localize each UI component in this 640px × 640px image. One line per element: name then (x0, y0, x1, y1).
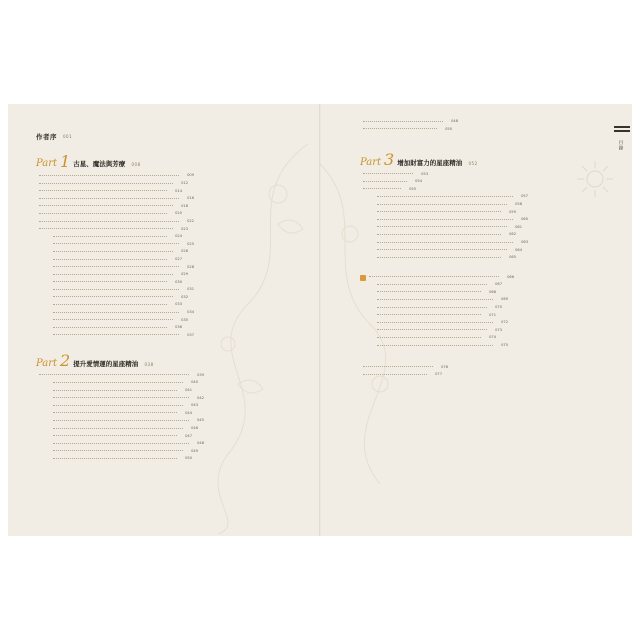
toc-entry[interactable] (36, 180, 266, 188)
side-tab-label: 目錄 (618, 140, 623, 151)
toc-entry-page: 073 (495, 327, 502, 332)
foreword-page: 001 (63, 134, 73, 139)
toc-entry-page: 009 (187, 173, 194, 178)
toc-entry-page: 027 (175, 256, 182, 261)
leader-dots (377, 291, 481, 292)
leader-dots (53, 243, 179, 244)
toc-entry-title (360, 275, 366, 281)
leader-dots (53, 304, 167, 305)
leader-dots (53, 390, 177, 391)
toc-entry[interactable] (360, 289, 560, 297)
leader-dots (377, 322, 493, 323)
part-3-end-entries (360, 364, 560, 379)
part-2-number: 2 (60, 351, 71, 371)
toc-entry-page: 069 (501, 297, 508, 302)
toc-entry[interactable] (36, 379, 266, 387)
toc-entry[interactable] (36, 417, 266, 425)
leader-dots (53, 450, 183, 451)
toc-entry[interactable] (36, 172, 266, 180)
toc-entry-page: 033 (175, 302, 182, 307)
toc-entry[interactable] (36, 256, 266, 264)
leader-dots (53, 327, 167, 328)
leader-dots (377, 314, 481, 315)
toc-entry[interactable] (36, 264, 266, 272)
leader-dots (363, 188, 401, 189)
toc-entry-page: 036 (175, 325, 182, 330)
toc-entry-page: 037 (187, 332, 194, 337)
toc-entry-page: 064 (515, 247, 522, 252)
toc-entry-page: 024 (175, 234, 182, 239)
leader-dots (39, 228, 173, 229)
toc-entry[interactable] (36, 395, 266, 403)
part-2-page: 038 (144, 361, 154, 367)
part-3-entries (360, 193, 560, 261)
leader-dots (53, 236, 167, 237)
leader-dots (39, 221, 179, 222)
leader-dots (377, 284, 487, 285)
toc-entry[interactable] (36, 294, 266, 302)
part-2-heading[interactable] (36, 351, 266, 371)
toc-entry[interactable] (360, 239, 560, 247)
leader-dots (53, 259, 167, 260)
toc-entry[interactable] (36, 210, 266, 218)
part-1-title: 古星、魔法與芳療 (73, 160, 126, 169)
toc-entry-page: 067 (495, 282, 502, 287)
leader-dots (377, 337, 481, 338)
right-toc-column (360, 118, 560, 379)
toc-entry[interactable] (360, 371, 560, 379)
toc-entry-page: 057 (521, 194, 528, 199)
toc-entry-page: 070 (495, 305, 502, 310)
toc-entry-page: 061 (515, 224, 522, 229)
leader-dots (363, 181, 407, 182)
part-2-title: 提升愛情運的星座精油 (73, 359, 139, 368)
toc-entry[interactable] (36, 324, 266, 332)
toc-entry-page: 042 (197, 395, 204, 400)
toc-entry[interactable] (360, 327, 560, 335)
toc-entry[interactable] (36, 203, 266, 211)
toc-entry[interactable] (360, 342, 560, 350)
toc-entry[interactable] (36, 455, 266, 463)
toc-entry-page: 050 (445, 126, 452, 131)
part-1-number: 1 (60, 152, 71, 171)
toc-entry[interactable] (360, 312, 560, 320)
leader-dots (39, 198, 179, 199)
toc-entry[interactable] (360, 304, 560, 312)
leader-dots (377, 226, 507, 227)
sun-ornament (575, 159, 615, 199)
toc-entry[interactable] (36, 271, 266, 279)
toc-entry[interactable] (36, 195, 266, 203)
toc-entry-page: 066 (507, 274, 514, 279)
toc-entry[interactable] (360, 364, 560, 372)
right-page (320, 104, 632, 536)
leader-dots (53, 435, 177, 436)
toc-entry-page: 020 (175, 211, 182, 216)
toc-entry-page: 029 (181, 272, 188, 277)
toc-entry[interactable] (360, 224, 560, 232)
leader-dots (369, 276, 499, 277)
toc-entry-page: 040 (191, 380, 198, 385)
toc-entry-page: 034 (187, 310, 194, 315)
toc-entry-page: 044 (185, 410, 192, 415)
left-page (8, 104, 320, 536)
toc-entry[interactable] (360, 186, 560, 194)
toc-entry[interactable] (36, 317, 266, 325)
toc-entry[interactable] (360, 254, 560, 262)
toc-entry-page: 050 (185, 456, 192, 461)
toc-entry[interactable] (360, 334, 560, 342)
leader-dots (53, 274, 173, 275)
toc-entry-page: 025 (187, 241, 194, 246)
toc-entry[interactable] (36, 387, 266, 395)
leader-dots (377, 249, 507, 250)
leader-dots (377, 299, 493, 300)
toc-entry[interactable] (360, 319, 560, 327)
leader-dots (377, 204, 507, 205)
leader-dots (377, 307, 487, 308)
leader-dots (377, 257, 501, 258)
foreword-entry[interactable] (36, 132, 266, 141)
toc-entry[interactable] (36, 301, 266, 309)
toc-entry-page: 048 (451, 119, 458, 123)
part-2-continued-entries (360, 118, 560, 133)
toc-entry-page: 068 (489, 289, 496, 294)
leader-dots (53, 296, 173, 297)
toc-entry[interactable] (360, 126, 560, 134)
part-3-heading[interactable] (360, 150, 560, 170)
leader-dots (53, 397, 189, 398)
leader-dots (377, 242, 513, 243)
part-3-top-entries (360, 171, 560, 194)
toc-entry-page: 018 (181, 203, 188, 208)
toc-entry[interactable] (360, 247, 560, 255)
left-toc-column (36, 132, 266, 463)
toc-entry[interactable] (36, 248, 266, 256)
leader-dots (377, 196, 513, 197)
part-3-title: 增加財富力的星座精油 (397, 158, 463, 167)
toc-entry-page: 058 (515, 201, 522, 206)
toc-entry-page: 065 (509, 255, 516, 260)
toc-entry[interactable] (360, 118, 560, 126)
toc-entry-page: 026 (181, 249, 188, 254)
part-3-mid-entries (360, 274, 560, 350)
toc-entry[interactable] (360, 193, 560, 201)
toc-entry-page: 023 (181, 226, 188, 231)
toc-entry[interactable] (36, 332, 266, 340)
toc-entry-page: 071 (489, 312, 496, 317)
leader-dots (363, 121, 443, 122)
toc-entry-page: 063 (521, 239, 528, 244)
toc-entry-page: 031 (187, 287, 194, 292)
toc-entry[interactable] (360, 274, 560, 282)
toc-entry-page: 060 (521, 217, 528, 222)
toc-entry-page: 076 (441, 364, 448, 369)
toc-entry-page: 046 (191, 426, 198, 430)
leader-dots (363, 374, 427, 375)
leader-dots (39, 190, 167, 191)
leader-dots (53, 334, 179, 335)
part-2-entries (36, 372, 266, 463)
toc-entry-page: 048 (197, 441, 204, 446)
part-3-number: 3 (384, 150, 395, 170)
leader-dots (39, 183, 173, 184)
toc-entry-page: 047 (185, 433, 192, 438)
leader-dots (53, 428, 183, 429)
toc-entry[interactable] (36, 188, 266, 196)
toc-entry[interactable] (36, 286, 266, 294)
leader-dots (363, 128, 437, 129)
contents-side-tab[interactable] (610, 126, 632, 166)
toc-entry-page: 077 (435, 372, 442, 377)
toc-entry[interactable] (36, 233, 266, 241)
toc-entry-page: 016 (187, 196, 194, 201)
toc-entry-page: 075 (501, 343, 508, 348)
toc-entry-page: 035 (181, 317, 188, 322)
toc-entry-page: 022 (187, 218, 194, 223)
toc-entry[interactable] (36, 279, 266, 287)
toc-entry-page: 028 (187, 264, 194, 269)
toc-entry[interactable] (360, 296, 560, 304)
leader-dots (377, 219, 513, 220)
toc-entry[interactable] (36, 218, 266, 226)
toc-entry-page: 041 (185, 388, 192, 393)
toc-entry[interactable] (36, 241, 266, 249)
leader-dots (53, 420, 189, 421)
toc-entry-page: 014 (175, 188, 182, 193)
toc-entry-page: 012 (181, 180, 188, 185)
part-1-heading[interactable] (36, 152, 266, 171)
leader-dots (377, 329, 487, 330)
toc-entry[interactable] (360, 216, 560, 224)
toc-entry-page: 045 (197, 418, 204, 423)
leader-dots (53, 312, 179, 313)
leader-dots (53, 405, 183, 406)
toc-entry[interactable] (36, 440, 266, 448)
toc-entry-page: 062 (509, 232, 516, 237)
part-1-word: Part (36, 158, 58, 170)
part-2-word: Part (36, 357, 58, 369)
foreword-title: 作者序 (36, 133, 57, 141)
toc-entry-page: 039 (197, 372, 204, 377)
toc-entry[interactable] (36, 226, 266, 234)
leader-dots (53, 251, 173, 252)
toc-entry[interactable] (360, 281, 560, 289)
toc-entry-page: 032 (181, 294, 188, 299)
toc-entry-page: 030 (175, 279, 182, 284)
leader-dots (39, 213, 167, 214)
toc-entry[interactable] (36, 410, 266, 418)
leader-dots (53, 458, 177, 459)
leader-dots (53, 443, 189, 444)
toc-entry[interactable] (360, 171, 560, 179)
toc-entry-page: 074 (489, 335, 496, 340)
leader-dots (377, 211, 501, 212)
toc-entry[interactable] (36, 425, 266, 433)
leader-dots (363, 366, 433, 367)
part-3-page: 052 (468, 160, 478, 166)
part-1-entries (36, 172, 266, 339)
toc-entry[interactable] (360, 201, 560, 209)
toc-entry-page: 054 (415, 179, 422, 184)
toc-entry-page: 049 (191, 448, 198, 453)
part-3-word: Part (360, 156, 382, 168)
leader-dots (363, 173, 413, 174)
toc-entry-page: 072 (501, 320, 508, 325)
toc-entry[interactable] (360, 231, 560, 239)
toc-entry[interactable] (36, 402, 266, 410)
leader-dots (377, 345, 493, 346)
toc-entry[interactable] (36, 433, 266, 441)
leader-dots (53, 289, 179, 290)
leader-dots (53, 412, 177, 413)
toc-entry[interactable] (36, 309, 266, 317)
toc-entry[interactable] (36, 372, 266, 380)
part-1-page: 008 (131, 162, 141, 168)
leader-dots (39, 205, 173, 206)
leader-dots (53, 266, 179, 267)
book-spread (8, 104, 632, 536)
toc-entry-page: 043 (191, 403, 198, 408)
leader-dots (39, 175, 179, 176)
toc-entry[interactable] (360, 178, 560, 186)
toc-entry-page: 059 (509, 209, 516, 214)
leader-dots (377, 234, 501, 235)
toc-entry-page: 055 (409, 186, 416, 191)
toc-entry-page: 053 (421, 171, 428, 176)
toc-entry[interactable] (360, 209, 560, 217)
leader-dots (53, 319, 173, 320)
leader-dots (53, 281, 167, 282)
leader-dots (39, 374, 189, 375)
leader-dots (53, 382, 183, 383)
toc-entry[interactable] (36, 448, 266, 456)
